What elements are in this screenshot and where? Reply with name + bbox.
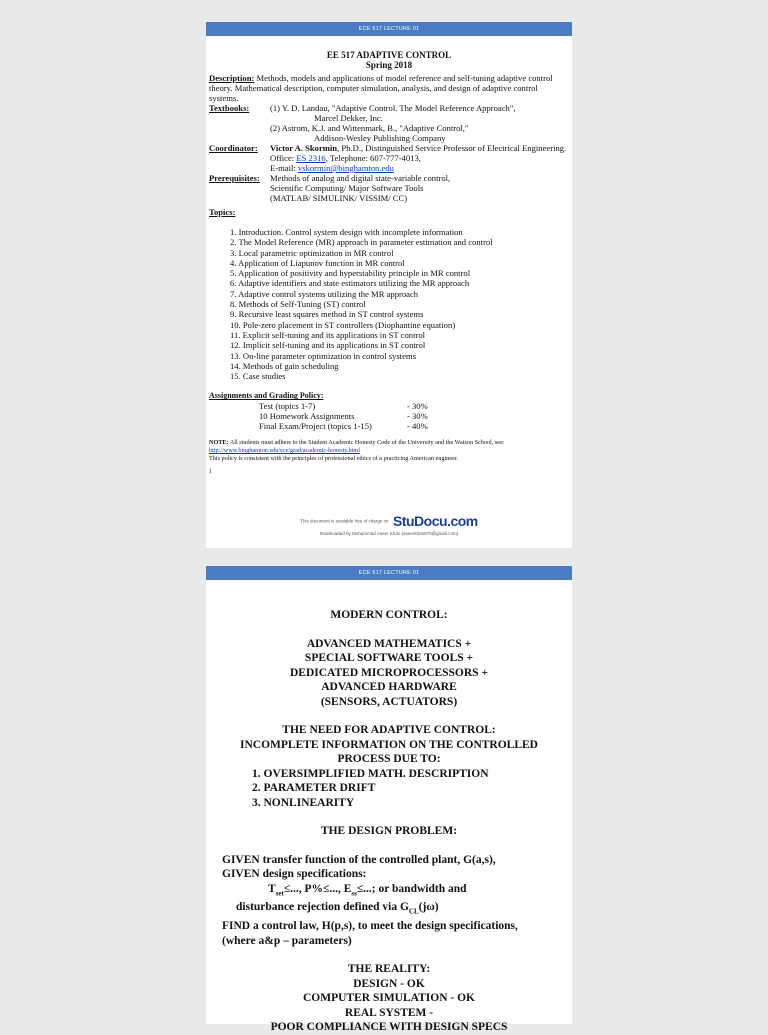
grading-percent: - 30%: [407, 411, 428, 422]
prerequisite-line: Scientific Computing/ Major Software Tools: [270, 183, 424, 193]
modern-item: SPECIAL SOFTWARE TOOLS +: [304, 652, 474, 664]
page-header-bar: ECE 517 LECTURE 01: [206, 22, 572, 36]
note-text-2: This policy is consistent with the principles of professional ethics of a practicing American engineer.: [209, 455, 458, 463]
design-specs: [206, 882, 572, 901]
topics-list: [209, 227, 569, 381]
description-text: Methods, models and applications of model reference and self-tuning adaptive control theory. Mathematical description, computer simulation, analysis, and design of adaptive control systems.: [209, 73, 553, 103]
logo-suffix: .com: [447, 512, 478, 529]
reality-line: COMPUTER SIMULATION - OK: [303, 992, 475, 1005]
spec-sub: ss: [351, 888, 357, 897]
modern-item: ADVANCED HARDWARE: [321, 681, 457, 693]
modern-item: ADVANCED MATHEMATICS +: [306, 637, 472, 650]
description-label: Description:: [209, 73, 255, 83]
design-line: FIND a control law, H(p,s), to meet the design specifications,: [222, 920, 518, 933]
note-label: NOTE:: [209, 439, 229, 447]
course-title: EE 517 ADAPTIVE CONTROL: [326, 50, 452, 60]
design-problem-body: [206, 853, 572, 949]
grading-row: [209, 421, 569, 431]
assignments-label: Assignments and Grading Policy:: [209, 391, 324, 401]
reality-line: POOR COMPLIANCE WITH DESIGN SPECS: [270, 1021, 508, 1034]
topic-item: 6. Adaptive identifiers and state estimators utilizing the MR approach: [230, 278, 470, 289]
footer-download-text: Downloaded by Muhammad Aseer Khan (aseerkhan870@gmail.com): [319, 531, 459, 536]
dist-part: (jω): [418, 901, 439, 914]
course-term: Spring 2018: [365, 60, 413, 70]
need-line: PROCESS DUE TO:: [337, 753, 441, 765]
description: [209, 73, 569, 103]
topic-item: 13. On-line parameter optimization in control systems: [230, 350, 416, 361]
office-link[interactable]: ES 2316: [296, 153, 326, 163]
page-header-bar: ECE 517 LECTURE 01: [206, 566, 572, 580]
disturbance-line: [206, 900, 572, 919]
studocu-footer: [206, 512, 572, 536]
design-line: (where a&p – parameters): [222, 934, 352, 947]
modern-control-heading: MODERN CONTROL:: [330, 609, 448, 621]
grading-item: Final Exam/Project (topics 1-15): [259, 421, 372, 432]
grading-item: Test (topics 1-7): [259, 401, 316, 412]
email-prefix: E-mail:: [270, 163, 298, 173]
prerequisites-section: [209, 173, 569, 203]
modern-control-list: [206, 637, 572, 710]
spec-part: ≤...; or bandwidth and: [356, 882, 467, 895]
spec-part: ≤..., P%≤..., E: [283, 882, 352, 895]
textbook-line: Marcel Dekker, Inc.: [314, 113, 383, 123]
reality-line: REAL SYSTEM -: [344, 1006, 434, 1019]
textbook-line: Addison-Wesley Publishing Company: [314, 133, 446, 143]
design-line: GIVEN design specifications:: [222, 868, 367, 880]
page-number: 1: [209, 469, 212, 476]
topic-item: 12. Implicit self-tuning and its applications in ST control: [230, 340, 426, 351]
grading-percent: - 40%: [407, 421, 428, 432]
modern-item: (SENSORS, ACTUATORS): [320, 695, 458, 708]
grading-row: [209, 401, 569, 411]
grading-table: [209, 401, 569, 431]
coordinator-section: [209, 143, 569, 173]
topic-item: 4. Application of Liapunov function in MR control: [230, 257, 405, 268]
reality-line: THE REALITY:: [347, 963, 431, 976]
topics-label: Topics:: [209, 207, 236, 217]
topic-item: 14. Methods of gain scheduling: [230, 360, 339, 371]
reason-item: 2. PARAMETER DRIFT: [252, 782, 376, 794]
grading-item: 10 Homework Assignments: [259, 411, 355, 422]
topic-item: 5. Application of positivity and hyperstability principle in MR control: [230, 268, 471, 279]
textbook-line: (2) Astrom, K.J. and Wittenmark, B., "Adaptive Control,": [270, 123, 469, 133]
spec-part: T: [268, 882, 276, 895]
email-link[interactable]: vskormin@binghamton.edu: [297, 163, 394, 173]
document-page-1: [206, 22, 572, 548]
textbook-line: (1) Y. D. Landau, "Adaptive Control. The Model Reference Approach",: [270, 103, 516, 113]
topic-item: 15. Case studies: [230, 371, 286, 382]
note-text: All students must adhere to the Student Academic Honesty Code of the University and the Watson School, see:: [228, 439, 505, 447]
coordinator-label: Coordinator:: [209, 143, 258, 153]
grading-percent: - 30%: [407, 401, 428, 412]
honesty-link[interactable]: http://www.binghamton.edu/ece/grad/academic-honesty.html: [209, 447, 360, 455]
topic-item: 7. Adaptive control systems utilizing the MR approach: [230, 288, 419, 299]
topic-item: 3. Local parametric optimization in MR control: [230, 247, 394, 258]
logo-text: StuDocu: [393, 512, 448, 529]
design-problem-heading: THE DESIGN PROBLEM:: [320, 825, 458, 837]
prerequisite-line: Methods of analog and digital state-variable control,: [270, 173, 451, 183]
topic-item: 11. Explicit self-tuning and its applications in ST control: [230, 329, 426, 340]
topic-item: 10. Pole-zero placement in ST controllers (Diophantine equation): [230, 319, 456, 330]
reality-line: DESIGN - OK: [353, 977, 425, 990]
coordinator-text: , Ph.D., Distinguished Service Professor of Electrical Engineering. Office:: [270, 143, 567, 163]
need-line: INCOMPLETE INFORMATION ON THE CONTROLLED: [240, 738, 538, 751]
coordinator-phone: , Telephone: 607-777-4013,: [325, 153, 421, 163]
topic-item: 8. Methods of Self-Tuning (ST) control: [230, 299, 366, 310]
dist-sub: CL: [408, 907, 419, 916]
honesty-note: [209, 439, 569, 463]
coordinator-name: Victor A. Skormin: [270, 143, 338, 153]
topic-item: 1. Introduction. Control system design with incomplete information: [230, 227, 463, 237]
reason-item: 3. NONLINEARITY: [252, 796, 355, 809]
design-line: GIVEN transfer function of the controlled plant, G(a,s),: [222, 853, 496, 866]
textbooks-section: [209, 103, 569, 143]
reason-item: 1. OVERSIMPLIFIED MATH. DESCRIPTION: [252, 767, 489, 780]
prerequisites-label: Prerequisites:: [209, 173, 260, 183]
dist-part: disturbance rejection defined via G: [236, 901, 409, 914]
topic-item: 2. The Model Reference (MR) approach in parameter estimation and control: [230, 237, 493, 248]
prerequisite-line: (MATLAB/ SIMULINK/ VISSIM/ CC): [270, 193, 408, 203]
studocu-logo[interactable]: [393, 513, 478, 529]
grading-row: [209, 411, 569, 421]
textbooks-label: Textbooks:: [209, 103, 250, 113]
document-page-2: [206, 566, 572, 1034]
footer-available-text: This document is available free of charge on: [300, 518, 389, 524]
spec-sub: set: [275, 888, 284, 897]
need-line: THE NEED FOR ADAPTIVE CONTROL:: [282, 724, 496, 736]
topic-item: 9. Recursive least squares method in ST control systems: [230, 309, 424, 320]
need-adaptive-section: [206, 723, 572, 810]
modern-item: DEDICATED MICROPROCESSORS +: [289, 666, 489, 679]
